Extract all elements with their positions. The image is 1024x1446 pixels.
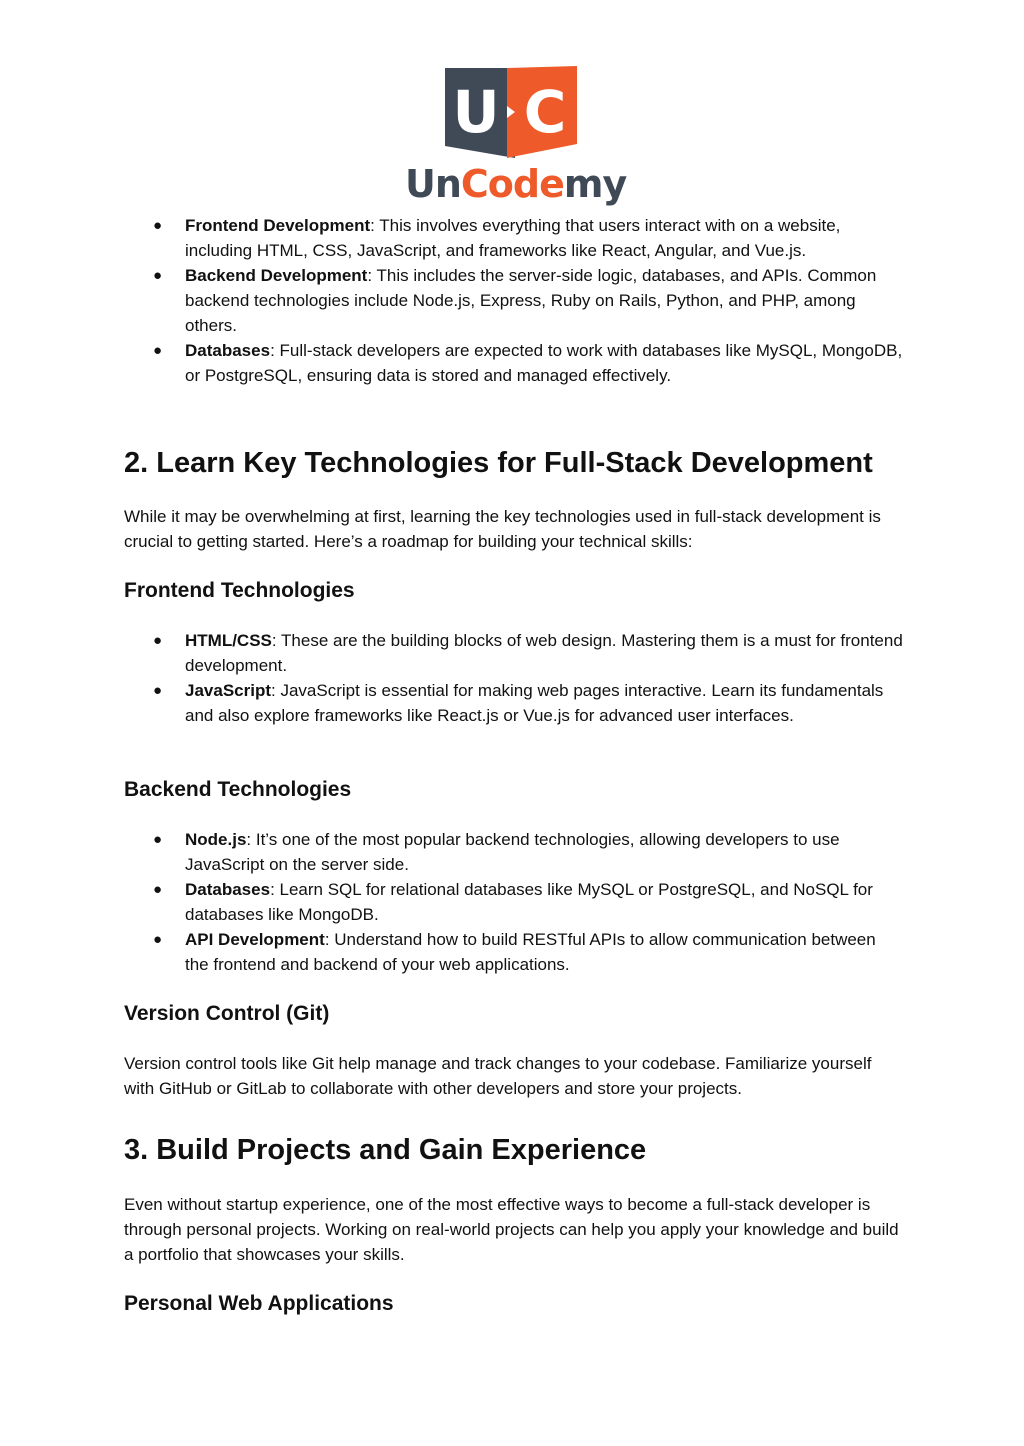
frontend-list [124,628,904,728]
version-control-text: Version control tools like Git help manage and track changes to your codebase. Familiarize yourself with GitHub or GitLab to collaborate with other developers and store your projects. [124,1054,872,1098]
logo-word-un: Un [405,162,461,206]
list-item [124,877,904,927]
logo-letter-c: C [523,78,567,146]
backend-list [124,827,904,977]
list-item [124,338,904,388]
list-item-term: API Development [185,930,325,949]
list-item-text: : It’s one of the most popular backend technologies, allowing developers to use JavaScript on the server side. [185,830,840,874]
bullet-icon: ● [153,217,163,234]
section-2-intro: While it may be overwhelming at first, learning the key technologies used in full-stack development is crucial to getting started. Here’s a roadmap for building your technical skills: [124,507,881,551]
list-item-text: : JavaScript is essential for making web pages interactive. Learn its fundamentals and also explore frameworks like React.js or Vue.js for advanced user interfaces. [185,681,884,725]
list-item-term: Databases [185,341,271,360]
list-item-text: : Full-stack developers are expected to work with databases like MySQL, MongoDB, or PostgreSQL, ensuring data is stored and managed effectively. [185,341,903,385]
bullet-icon: ● [153,632,163,649]
section-3-intro: Even without startup experience, one of the most effective ways to become a full-stack developer is through personal projects. Working on real-world projects can help you apply your knowledge and build a portfolio that showcases your skills. [124,1195,899,1264]
list-item-text: : Learn SQL for relational databases like MySQL or PostgreSQL, and NoSQL for databases like MongoDB. [185,880,873,924]
bullet-icon: ● [153,931,163,948]
bullet-icon: ● [153,831,163,848]
list-item [124,927,904,977]
list-item [124,678,904,728]
uc-logo-mark [445,66,577,158]
section-2-heading: 2. Learn Key Technologies for Full-Stack Development [124,447,873,479]
logo-wordmark [405,162,627,206]
list-item-text: : This includes the server-side logic, databases, and APIs. Common backend technologies include Node.js, Express, Ruby on Rails, Python, and PHP, among others. [185,266,877,335]
list-item-term: JavaScript [185,681,271,700]
list-item-text: : This involves everything that users interact with on a website, including HTML, CSS, JavaScript, and frameworks like React, Angular, and Vue.js. [185,216,841,260]
logo-word-my: my [563,162,627,206]
personal-web-applications-heading: Personal Web Applications [124,1292,394,1315]
bullet-icon: ● [153,682,163,699]
list-item-text: : These are the building blocks of web design. Mastering them is a must for frontend development. [185,631,903,675]
list-item-term: Node.js [185,830,247,849]
list-item-term: Backend Development [185,266,368,285]
logo-letter-u: U [452,78,500,146]
list-item [124,213,904,263]
version-control-heading: Version Control (Git) [124,1002,330,1025]
list-item [124,827,904,877]
list-item-term: Databases [185,880,271,899]
backend-technologies-heading: Backend Technologies [124,778,352,801]
bullet-icon: ● [153,881,163,898]
bullet-icon: ● [153,267,163,284]
list-item [124,628,904,678]
list-item-term: HTML/CSS [185,631,272,650]
section-3-heading: 3. Build Projects and Gain Experience [124,1134,647,1166]
intro-list [124,213,904,388]
list-item-text: : Understand how to build RESTful APIs to allow communication between the frontend and backend of your web applications. [185,930,876,974]
logo-word-code: Code [460,162,564,206]
frontend-technologies-heading: Frontend Technologies [124,579,355,602]
bullet-icon: ● [153,342,163,359]
list-item [124,263,904,338]
uncodemy-logo [405,66,627,206]
list-item-term: Frontend Development [185,216,371,235]
